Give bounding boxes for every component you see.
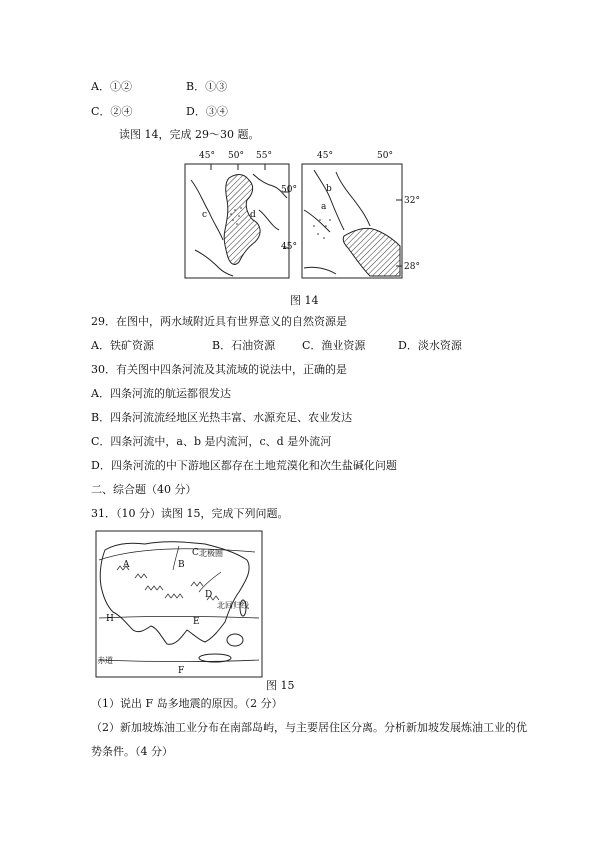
fig14-right-lon-45: 45° bbox=[317, 151, 333, 161]
fig14-right-letter-b: b bbox=[326, 184, 332, 194]
fig15-caption: 图 15 bbox=[266, 679, 295, 692]
fig14-left-lon-45: 45° bbox=[199, 151, 215, 161]
fig15-label-f: F bbox=[178, 666, 185, 676]
q30-option-d: D．四条河流的中下游地区都存在土地荒漠化和次生盐碱化问题 bbox=[91, 459, 397, 472]
fig15-label-tropic: 北回归线 bbox=[217, 601, 249, 610]
fig14-left-letter-c: c bbox=[202, 210, 208, 220]
fig14-right-lat-28: 28° bbox=[404, 262, 420, 272]
q29-option-d: D．淡水资源 bbox=[398, 339, 462, 352]
q29-option-b: B．石油资源 bbox=[212, 339, 276, 352]
fig15-label-c: C bbox=[192, 548, 199, 558]
q31-sub2-line1: （2）新加坡炼油工业分布在南部岛屿，与主要居住区分离。分析新加坡发展炼油工业的优 bbox=[91, 721, 527, 734]
fig14-left-lat-45: 45° bbox=[281, 242, 297, 252]
q31-sub1: （1）说出 F 岛多地震的原因。（2 分） bbox=[91, 697, 283, 710]
q31-sub2-line2: 势条件。（4 分） bbox=[91, 745, 173, 758]
q30-option-c: C．四条河流中，a、b 是内流河，c、d 是外流河 bbox=[91, 435, 332, 448]
fig14-left-lat-50: 50° bbox=[281, 185, 297, 195]
fig15-label-e: E bbox=[193, 617, 200, 627]
fig14-right-letter-a: a bbox=[321, 202, 327, 212]
q29-option-c: C．渔业资源 bbox=[302, 339, 366, 352]
section-2-title: 二、综合题（40 分） bbox=[91, 483, 197, 496]
fig15-label-b: B bbox=[178, 560, 185, 570]
fig14-right-map bbox=[300, 150, 408, 282]
option-b-top: B．①③ bbox=[186, 80, 228, 93]
option-d-top: D．③④ bbox=[186, 105, 228, 118]
q30-option-b: B．四条河流流经地区光热丰富、水源充足、农业发达 bbox=[91, 411, 353, 424]
option-c-top: C．②④ bbox=[91, 105, 133, 118]
fig15-label-h: H bbox=[106, 614, 114, 624]
fig14-left-letter-d: d bbox=[250, 210, 256, 220]
q29-stem: 29．在图中，两水域附近具有世界意义的自然资源是 bbox=[91, 315, 347, 328]
q29-option-a: A．铁矿资源 bbox=[91, 339, 154, 352]
fig14-caption: 图 14 bbox=[290, 294, 319, 307]
option-a-top: A．①② bbox=[91, 80, 132, 93]
fig15-label-a: A bbox=[123, 560, 130, 570]
fig15-label-arctic: 北极圈 bbox=[199, 549, 223, 558]
q31-stem: 31．（10 分）读图 15，完成下列问题。 bbox=[91, 507, 289, 520]
fig15-label-d: D bbox=[205, 590, 213, 600]
intro-fig14: 读图 14，完成 29～30 题。 bbox=[119, 128, 260, 141]
fig14-right-lat-32: 32° bbox=[404, 196, 420, 206]
fig14-left-map bbox=[183, 150, 291, 282]
fig14-left-lon-50: 50° bbox=[228, 151, 244, 161]
fig14-right-lon-50: 50° bbox=[377, 151, 393, 161]
q30-option-a: A．四条河流的航运都很发达 bbox=[91, 387, 231, 400]
fig14-left-lon-55: 55° bbox=[256, 151, 272, 161]
fig15-label-equator: 赤道 bbox=[97, 656, 113, 665]
q30-stem: 30．有关图中四条河流及其流域的说法中，正确的是 bbox=[91, 363, 347, 376]
